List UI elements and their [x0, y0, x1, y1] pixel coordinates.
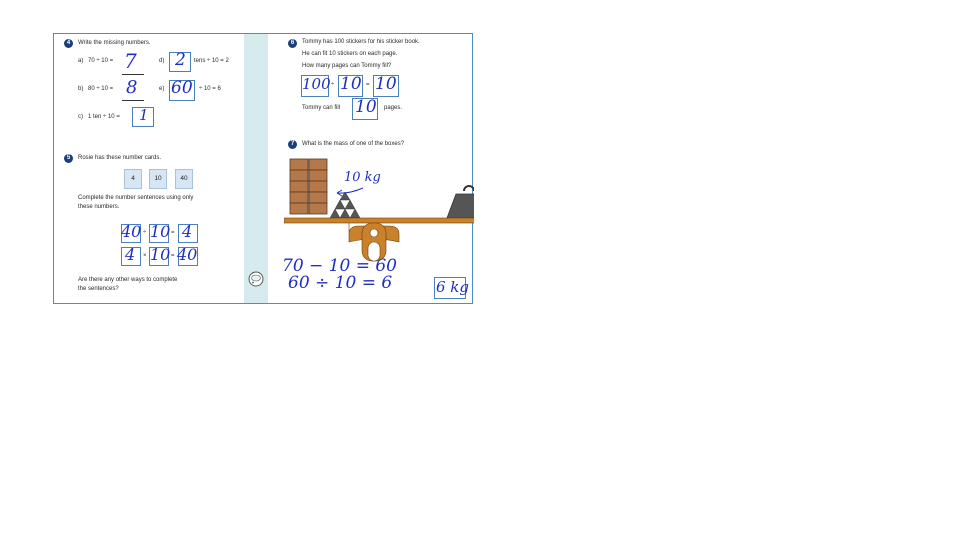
- weight-label: 70 kg: [411, 208, 427, 215]
- question-5-badge: 5: [64, 154, 73, 163]
- q5-row2-answer3: 40: [177, 245, 198, 264]
- number-card-40: 40: [175, 169, 193, 189]
- q5-row2-answer1: 4: [125, 245, 136, 264]
- q4b-label: b): [78, 86, 84, 92]
- working-line-2: 60 ÷ 10 = 6: [288, 273, 393, 293]
- weight-icon: [447, 186, 474, 218]
- q5-row1-eq: =: [171, 230, 175, 236]
- q5-row1-answer1: 40: [121, 222, 142, 241]
- question-5-extension-2: the sentences?: [78, 286, 119, 292]
- q4c-expression: 1 ten ÷ 10 =: [88, 114, 120, 120]
- q5-row1-answer3: 4: [182, 222, 193, 241]
- q4e-label: e): [159, 86, 165, 92]
- q5-row1-answer2: 10: [150, 222, 171, 241]
- question-4-instruction: Write the missing numbers.: [78, 40, 151, 46]
- q4b-answer[interactable]: 8: [126, 77, 138, 98]
- q7-answer: 6 kg: [436, 278, 470, 296]
- q4e-answer: 60: [171, 78, 193, 98]
- q6-answer2: 10: [340, 74, 362, 94]
- q6-answer1: 100: [302, 75, 331, 93]
- question-5-extension-1: Are there any other ways to complete: [78, 277, 178, 283]
- q4d-answer: 2: [175, 50, 186, 70]
- q5-row2-answer2: 10: [150, 245, 171, 264]
- question-6-badge: 6: [288, 39, 297, 48]
- question-7-badge: 7: [288, 140, 297, 149]
- number-card-4: 4: [124, 169, 142, 189]
- question-4-badge: 4: [64, 39, 73, 48]
- q4c-label: c): [78, 114, 83, 120]
- question-6-line3: How many pages can Tommy fill?: [302, 63, 392, 69]
- q5-row2-op: ×: [143, 253, 147, 259]
- q4d-label: d): [159, 58, 165, 64]
- q6-op: ÷: [331, 82, 335, 88]
- q4a-answer[interactable]: 7: [124, 49, 137, 73]
- page-gutter: [244, 34, 268, 303]
- balance-beam: [284, 218, 474, 223]
- question-7-question: What is the mass of one of the boxes?: [302, 141, 405, 147]
- q6-fill-answer: 10: [355, 97, 377, 117]
- thinking-icon: [248, 271, 264, 287]
- box-mass-note: 10 kg: [344, 170, 381, 185]
- question-5-instruction-1: Complete the number sentences using only: [78, 195, 194, 201]
- q6-fill-after: pages.: [384, 105, 403, 111]
- q6-answer3: 10: [375, 74, 397, 94]
- question-5-intro: Rosie has these number cards.: [78, 155, 162, 161]
- working-line-1: 70 − 10 = 60: [282, 256, 397, 276]
- q6-eq: =: [366, 82, 370, 88]
- number-card-10: 10: [149, 169, 167, 189]
- q4b-expression: 80 ÷ 10 =: [88, 86, 114, 92]
- q4e-expression: ÷ 10 = 6: [199, 86, 221, 92]
- worksheet-page: [53, 33, 473, 304]
- q4a-label: a): [78, 58, 84, 64]
- question-6-line2: He can fit 10 stickers on each page.: [302, 51, 398, 57]
- q5-row2-eq: =: [171, 253, 175, 259]
- q5-row1-op: ÷: [143, 230, 147, 236]
- q6-fill-before: Tommy can fill: [302, 105, 341, 111]
- question-6-line1: Tommy has 100 stickers for his sticker book.: [302, 39, 420, 45]
- q4a-expression: 70 ÷ 10 =: [88, 58, 114, 64]
- stacked-boxes: [290, 159, 327, 214]
- question-5-instruction-2: these numbers.: [78, 204, 120, 210]
- q4c-answer: 1: [139, 106, 149, 124]
- arrow-icon: [335, 184, 365, 200]
- q4a-answer-line: [122, 74, 144, 75]
- q4b-answer-line: [122, 100, 144, 101]
- q4d-expression: tens ÷ 10 = 2: [194, 58, 229, 64]
